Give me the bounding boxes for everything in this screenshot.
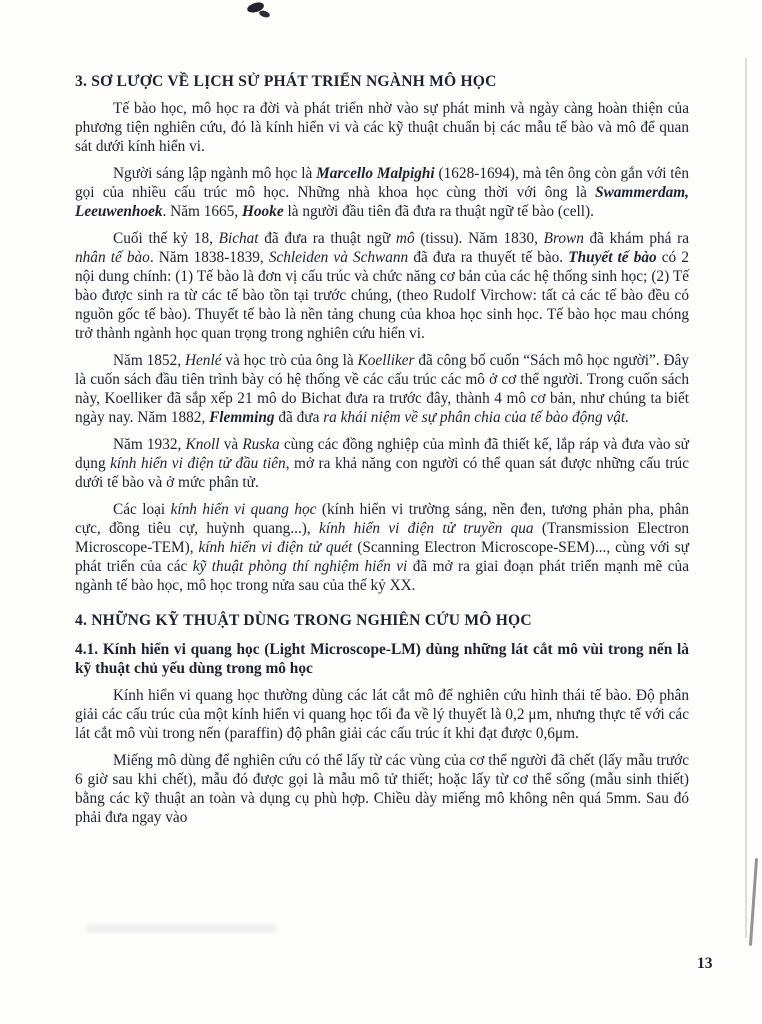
scan-smudge-artifact [258,9,270,18]
text-run: 4. NHỮNG KỸ THUẬT DÙNG TRONG NGHIÊN CỨU MÔ HỌC [75,612,532,629]
text-run: 4.1. Kính hiển vi quang học (Light Microscope-LM) dùng những lát cắt mô vùi trong nến là kỹ thuật chủ yếu dùng trong mô học [75,641,689,677]
text-run: kính hiển vi điện tử đầu tiên [110,455,286,472]
text-run: . Năm 1665, [162,203,242,220]
bleed-through-artifact [86,924,276,933]
text-run: đã khám phá ra [583,230,689,247]
text-run: Koelliker [357,352,415,369]
text-run: (1628-1694), mà tên ông còn gắn với tên gọi của nhiều cấu trúc mô học. Những nhà khoa học cùng thời với ông là [75,165,689,201]
text-run: Thuyết tế bào [568,249,657,266]
text-run: Năm 1852, [113,352,185,369]
section-heading [75,611,689,630]
section-subheading [75,640,689,678]
text-run: đã đưa [274,409,324,426]
text-run: đã đưa ra thuật ngữ [258,230,396,247]
text-run: nhân tế bào [75,249,150,266]
paragraph [75,229,689,343]
paragraph [75,351,689,427]
text-run: ra khái niệm về sự phân chia của tế bào động vật. [323,409,629,426]
text-run: Các loại [113,501,171,518]
text-run: Marcello Malpighi [316,165,435,182]
text-run: đã đưa ra thuyết tế bào. [408,249,569,266]
paragraph [75,164,689,221]
page-number: 13 [697,955,713,972]
text-run: đã mở ra giai đoạn phát triển mạnh mẽ của ngành tế bào học, mô học trong nửa sau của thế kỷ XX. [75,558,689,594]
paragraph [75,686,689,743]
text-run: (kính hiển vi trường sáng, nền đen, tương phản pha, phân cực, đồng tiêu cự, huỳnh quang...), [75,501,689,537]
paragraph [75,751,689,827]
text-run: Tế bào học, mô học ra đời và phát triển nhờ vào sự phát minh và ngày càng hoàn thiện của phương tiện nghiên cứu, đó là kính hiển vi và các kỹ thuật chuẩn bị các mẫu tế bào và mô để quan sát dưới kính hiển vi. [75,100,689,155]
paragraph [75,435,689,492]
text-run: . Năm 1838-1839, [149,249,269,266]
text-run: Bichat [218,230,259,247]
text-run: Kính hiển vi quang học thường dùng các lát cắt mô để nghiên cứu hình thái tế bào. Độ phân giải các cấu trúc của một kính hiển vi quang học tối đa về lý thuyết là 0,2 μm, nhưng thực tế với các lát cắt mô vùi trong nến (paraffin) độ phân giải các cấu trúc ít khi đạt được 0,6μm. [75,687,689,742]
scan-edge-streak-artifact [745,58,747,938]
paragraph [75,99,689,156]
scan-edge-mark-artifact [749,858,758,946]
text-run: Năm 1932, [113,436,186,453]
text-run: Cuối thế kỷ 18, [113,230,219,247]
text-run: Brown [543,230,584,247]
text-run: , mở ra khả năng con người có thể quan sát được những cấu trúc dưới tế bào và ở mức phân tử. [75,455,689,491]
text-run: Hooke [241,203,284,220]
text-run: đã công bố cuốn “Sách mô học người”. Đây là cuốn sách đầu tiên trình bày có hệ thống về các cấu trúc các mô ở cơ thể người. Trong cuốn sách này, Koelliker đã sắp xếp 21 mô do Bichat đưa ra trước đây, thành 4 mô cơ bản, như chúng ta biết ngày nay. Năm 1882, [75,352,689,426]
text-run: kính hiển vi điện tử truyền qua [319,520,534,537]
text-run: và học trò của ông là [221,352,358,369]
text-run: Người sáng lập ngành mô học là [113,165,317,182]
paragraph [75,500,689,595]
text-run: kính hiển vi quang học [170,501,317,518]
text-run: (Scanning Electron Microscope-SEM)..., cùng với sự phát triển của các [75,539,690,575]
text-run: Ruska [242,436,280,453]
text-run: và [219,436,243,453]
section-heading [75,72,689,91]
text-run: Miếng mô dùng để nghiên cứu có thể lấy từ các vùng của cơ thể người đã chết (lấy mẫu trước 6 giờ sau khi chết), mẫu đó được gọi là mẫu mô tử thiết; hoặc lấy từ cơ thể sống (mẫu sinh thiết) bằng các kỹ thuật an toàn và dụng cụ phù hợp. Chiều dày miếng mô không nên quá 5mm. Sau đó phải đưa ngay vào [75,752,689,826]
text-run: (Transmission Electron Microscope-TEM), [75,520,690,556]
text-run: cùng các đồng nghiệp của mình đã thiết kế, lắp ráp và đưa vào sử dụng [75,436,689,472]
text-run: có 2 nội dung chính: (1) Tế bào là đơn vị cấu trúc và chức năng cơ bản của các hệ thống sinh học; (2) Tế bào được sinh ra từ các tế bào tồn tại trước chúng, (theo Rudolf Virchow: tất cả các tế bào đều có nguồn gốc tế bào). Thuyết tế bào là nền tảng chung của khoa học sinh học. Tế bào học mau chóng trở thành ngành học quan trọng trong nghiên cứu hiển vi. [75,249,689,342]
text-run: là người đầu tiên đã đưa ra thuật ngữ tế bào (cell). [283,203,594,220]
document-content [75,72,689,835]
text-run: kỹ thuật phòng thí nghiệm hiển vi [192,558,408,575]
text-run: mô [395,230,415,247]
text-run: Swammerdam, Leeuwenhoek [75,184,689,220]
text-run: Henlé [184,352,222,369]
text-run: Knoll [185,436,220,453]
text-run: Flemming [209,409,275,426]
text-run: 3. SƠ LƯỢC VỀ LỊCH SỬ PHÁT TRIỂN NGÀNH MÔ HỌC [75,73,497,90]
text-run: Schleiden và Schwann [268,249,409,266]
text-run: (tissu). Năm 1830, [414,230,544,247]
text-run: kính hiển vi điện tử quét [198,539,353,556]
